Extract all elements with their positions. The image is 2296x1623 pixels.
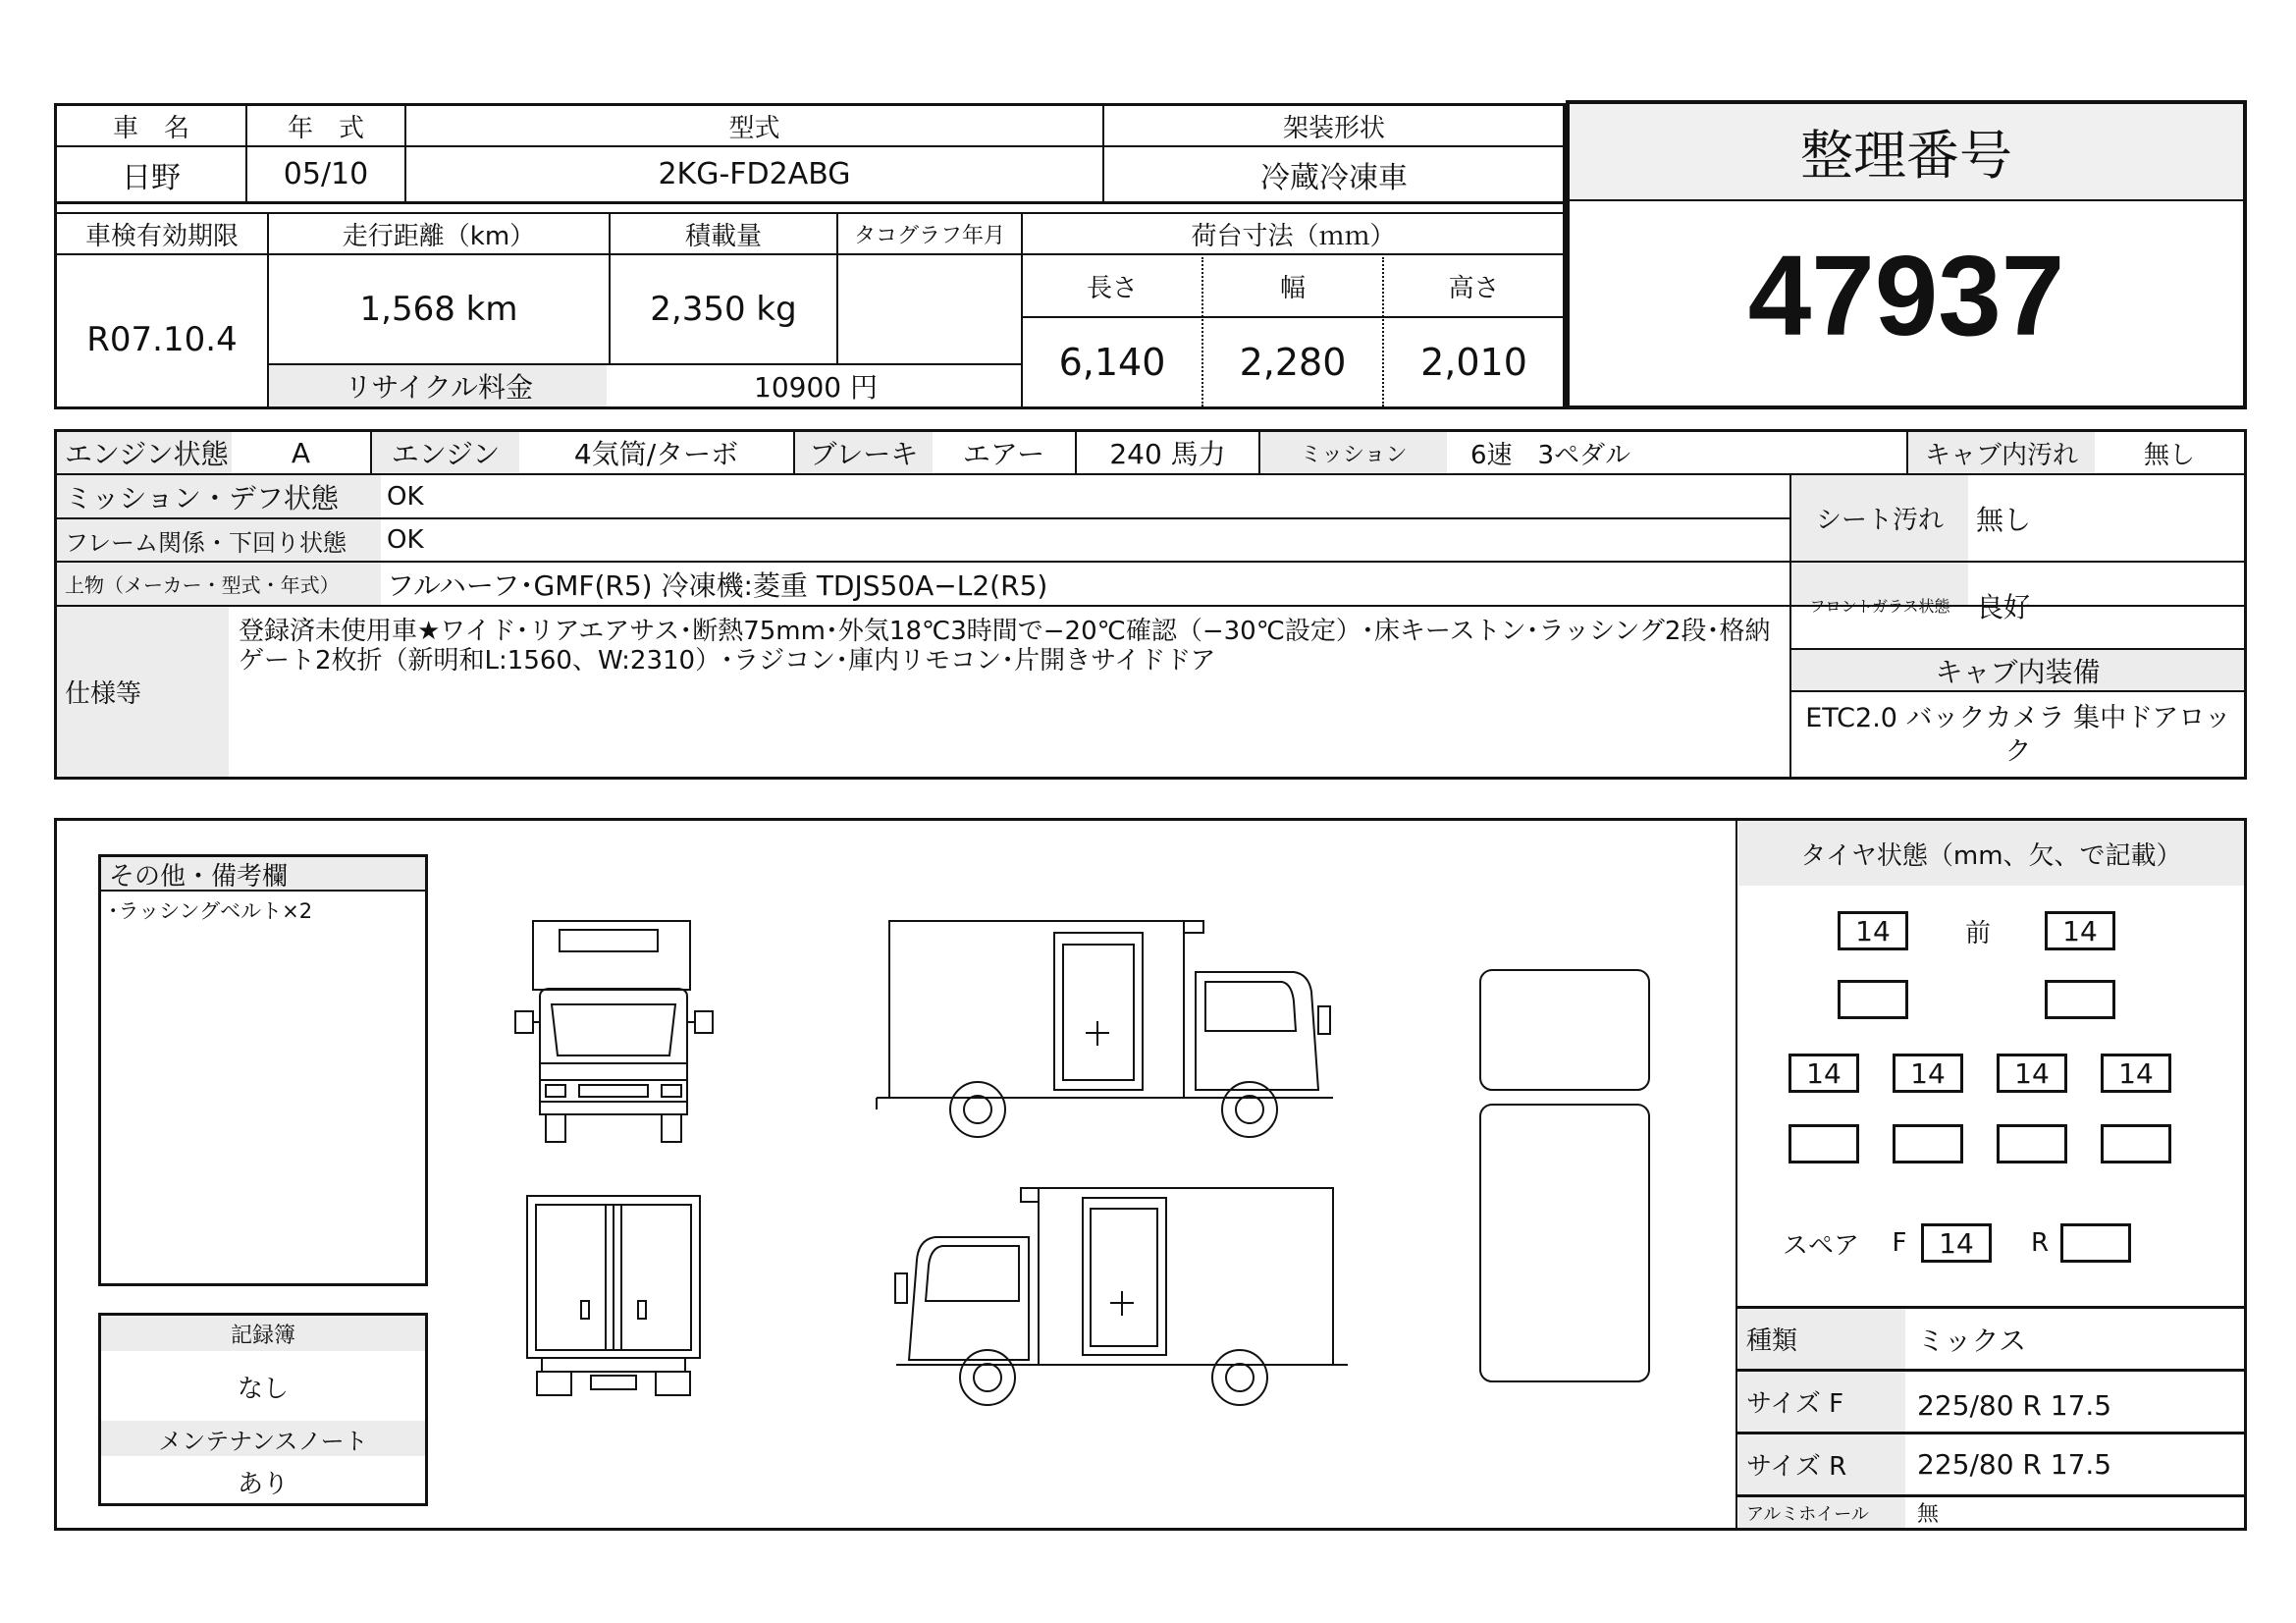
- mission-label: ミッション: [1300, 442, 1408, 467]
- year-value: 05/10: [283, 157, 369, 191]
- car-name-value: 日野: [122, 160, 181, 195]
- tachograph-label: タコグラフ年月: [853, 223, 1005, 248]
- inspection-value: R07.10.4: [86, 320, 238, 359]
- rear-tire-extra-3: [1997, 1124, 2067, 1163]
- spare-label: スペア: [1782, 1230, 1859, 1261]
- rear-tire-2: 14: [1893, 1054, 1963, 1093]
- tire-size-f-value: 225/80 R 17.5: [1917, 1389, 2112, 1422]
- brake-value: エアー: [962, 438, 1045, 470]
- front-left-tire: 14: [1838, 911, 1908, 950]
- bed-width-value: 2,280: [1239, 341, 1347, 384]
- spare-r-tire: [2060, 1223, 2131, 1263]
- engine-label: エンジン: [391, 438, 501, 470]
- rear-tire-1: 14: [1789, 1054, 1859, 1093]
- bed-height-value: 2,010: [1420, 341, 1527, 384]
- rear-tire-extra-1: [1789, 1124, 1859, 1163]
- cab-dirt-label: キャブ内汚れ: [1924, 440, 2078, 470]
- alloy-wheel-value: 無: [1917, 1502, 1940, 1527]
- windshield-value: 良好: [1976, 590, 2032, 623]
- front-left-tire-extra: [1838, 980, 1908, 1019]
- divider: [54, 201, 1566, 204]
- maintenance-note-value: あり: [237, 1469, 289, 1499]
- inspection-label: 車検有効期限: [84, 221, 239, 251]
- other-remarks-label: その他・備考欄: [109, 862, 289, 892]
- tire-size-f-label: サイズ F: [1746, 1389, 1844, 1419]
- year-label: 年 式: [287, 113, 364, 143]
- truck-top-view-icon: [1477, 967, 1654, 1384]
- body-type-label: 架装形状: [1282, 113, 1385, 143]
- rear-tire-4: 14: [2101, 1054, 2171, 1093]
- tire-type-label: 種類: [1746, 1326, 1798, 1356]
- truck-left-side-view-icon: [881, 1183, 1353, 1411]
- divider: [1735, 818, 1737, 1531]
- truck-right-side-view-icon: [872, 913, 1353, 1144]
- front-label: 前: [1964, 918, 1991, 948]
- cab-dirt-value: 無し: [2143, 440, 2195, 470]
- bed-length-value: 6,140: [1058, 341, 1166, 384]
- spare-r-label: R: [2030, 1228, 2050, 1258]
- spec-label: 仕様等: [65, 679, 142, 709]
- tire-condition-title: タイヤ状態（mm、欠、で記載）: [1800, 840, 2182, 871]
- alloy-wheel-label: アルミホイール: [1746, 1503, 1869, 1525]
- frame-value: OK: [387, 525, 424, 555]
- engine-state-label: エンジン状態: [65, 438, 229, 470]
- tire-size-r-label: サイズ R: [1746, 1452, 1847, 1482]
- mission-diff-value: OK: [387, 481, 424, 512]
- load-capacity-value: 2,350 kg: [650, 290, 797, 329]
- bed-size-label: 荷台寸法（ｍｍ）: [1191, 221, 1396, 251]
- engine-state-value: A: [291, 436, 311, 469]
- car-name-label: 車 名: [112, 113, 189, 143]
- mileage-label: 走行距離（km）: [342, 221, 536, 251]
- truck-rear-view-icon: [522, 1193, 705, 1399]
- frame-label: フレーム関係・下回り状態: [65, 528, 347, 557]
- bed-length-label: 長さ: [1086, 273, 1138, 303]
- rear-tire-extra-4: [2101, 1124, 2171, 1163]
- spec-line-1: 登録済未使用車★ワイド･リアエアサス･断熱75mm･外気18℃3時間で−20℃確認（−30℃設定）･床キーストン･ラッシング2段･格納: [239, 617, 1771, 644]
- bed-width-label: 幅: [1279, 273, 1306, 303]
- spare-f-label: F: [1892, 1228, 1907, 1258]
- mission-diff-label: ミッション・デフ状態: [65, 481, 339, 514]
- model-label: 型式: [728, 113, 780, 143]
- seat-dirt-value: 無し: [1976, 503, 2032, 536]
- management-number-label: 整理番号: [1800, 125, 2012, 187]
- maintenance-note-label: メンテナンスノート: [158, 1427, 368, 1455]
- tire-size-r-value: 225/80 R 17.5: [1917, 1448, 2112, 1481]
- seat-dirt-label: シート汚れ: [1815, 506, 1944, 535]
- windshield-label: フロントガラス状態: [1809, 597, 1950, 616]
- load-capacity-label: 積載量: [684, 221, 762, 251]
- mission-value: 6速 3ペダル: [1470, 440, 1631, 470]
- tachograph-value: [838, 255, 1021, 363]
- record-book-value: なし: [237, 1374, 289, 1404]
- recycle-fee-value: 10900 円: [754, 371, 878, 404]
- brake-label: ブレーキ: [809, 438, 919, 470]
- body-type-value: 冷蔵冷凍車: [1260, 160, 1408, 195]
- upper-label: 上物（メーカー・型式・年式）: [65, 573, 340, 597]
- horsepower-value: 240 馬力: [1109, 438, 1226, 470]
- other-remarks-value: ･ラッシングベルト×2: [108, 899, 313, 923]
- divider: [1789, 690, 2247, 692]
- recycle-fee-label: リサイクル料金: [344, 371, 534, 404]
- mileage-value: 1,568 km: [359, 290, 518, 329]
- rear-tire-3: 14: [1997, 1054, 2067, 1093]
- management-number-value: 47937: [1747, 232, 2065, 359]
- spec-line-2: ゲート2枚折（新明和L:1560、W:2310）･ラジコン･庫内リモコン･片開きサイドドア: [239, 646, 1216, 674]
- tire-type-value: ミックス: [1917, 1324, 2027, 1357]
- upper-value: フルハーフ･GMF(R5) 冷凍機:菱重 TDJS50A−L2(R5): [387, 568, 1048, 602]
- cab-equip-label: キャブ内装備: [1935, 655, 2101, 688]
- rear-tire-extra-2: [1893, 1124, 1963, 1163]
- spare-f-tire: 14: [1921, 1223, 1992, 1263]
- engine-value: 4気筒/ターボ: [573, 438, 739, 470]
- model-value: 2KG-FD2ABG: [658, 157, 851, 191]
- cab-equip-value: ETC2.0 バックカメラ 集中ドアロック: [1805, 703, 2231, 767]
- front-right-tire-extra: [2045, 980, 2115, 1019]
- record-book-label: 記録簿: [230, 1323, 295, 1348]
- bed-height-label: 高さ: [1448, 273, 1500, 303]
- truck-front-view-icon: [510, 918, 717, 1144]
- front-right-tire: 14: [2045, 911, 2115, 950]
